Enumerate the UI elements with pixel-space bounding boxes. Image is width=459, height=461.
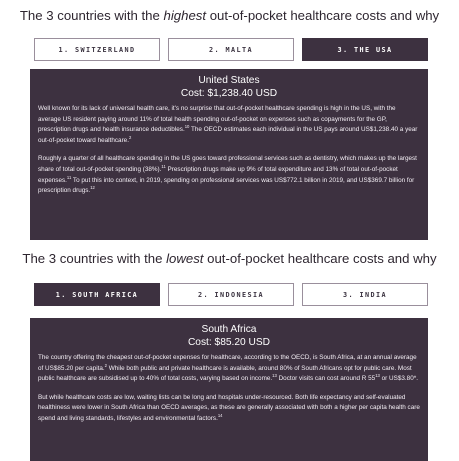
section-title-highest xyxy=(0,8,459,23)
title-suffix: out-of-pocket healthcare costs and why xyxy=(203,251,437,266)
panel-paragraph-1: Well known for its lack of universal health care, it's no surprise that out-of-pocket healthcare spending is high in the US, with the average US resident paying around 11% of total health spending out-of-pocket on expenses such as copayments for the GP, prescription drugs and health insurance deductibles.$^{10}$ The OECD estimates each individual in the US pays around US$1,238.40 a year out-of-pocket toward healthcare.$^2$ xyxy=(38,105,418,144)
section-title-lowest xyxy=(0,251,459,266)
tab-india[interactable]: 3. INDIA xyxy=(302,283,428,306)
footnote-ref[interactable]: 11 xyxy=(161,163,166,169)
footnote-ref[interactable]: 14 xyxy=(217,412,223,418)
tab-south-africa[interactable]: 1. SOUTH AFRICA xyxy=(34,283,160,306)
panel-country-name: United States xyxy=(198,75,260,86)
footnote-ref[interactable]: 11 xyxy=(66,174,72,180)
panel-paragraph-2: Roughly a quarter of all healthcare spending in the US goes toward professional services such as dentistry, which makes up the largest share of total out-of-pocket spending (38%).$^{11}$ Prescription drugs make up 9% of total expenditure and 13% of total out-of-pocket expenses.$^{11}$ To put this into context, in 2019, spending on professional services was US$772.1 billion in 2019, and US$369.7 billion for prescription drugs.$^{12}$ xyxy=(38,155,417,195)
footnote-ref[interactable]: 2 xyxy=(104,362,107,368)
tab-the-usa[interactable]: 3. THE USA xyxy=(302,38,428,61)
tabs-lowest xyxy=(34,283,428,306)
country-panel-usa xyxy=(30,69,428,240)
title-emphasis: highest xyxy=(163,8,207,23)
title-prefix: The 3 countries with the xyxy=(22,251,167,266)
tabs-highest xyxy=(34,38,428,61)
panel-paragraph-1: The country offering the cheapest out-of-pocket expenses for healthcare, according to the OECD, is South Africa, at an annual average of US$85.20 per capita.$^2$ While both public and private healthcare is available, around 80% of South Africans opt for public care. Most public healthcare are subsidised up to 40% of total costs, varying based on income.$^{13}$ Doctor visits can cost around R $55^{13}$ or US$3.80*. xyxy=(38,354,418,383)
title-suffix: out-of-pocket healthcare costs and why xyxy=(206,8,440,23)
panel-cost: Cost: $85.20 USD xyxy=(187,337,271,348)
country-panel-south-africa xyxy=(30,318,428,461)
title-emphasis: lowest xyxy=(166,251,204,266)
footnote-ref[interactable]: 12 xyxy=(90,185,95,191)
footnote-ref[interactable]: 13 xyxy=(375,373,380,379)
footnote-ref[interactable]: 13 xyxy=(272,373,277,379)
panel-cost: Cost: $1,238.40 USD xyxy=(180,88,278,99)
title-prefix: The 3 countries with the xyxy=(19,8,164,23)
tab-switzerland[interactable]: 1. SWITZERLAND xyxy=(34,38,160,61)
tab-malta[interactable]: 2. MALTA xyxy=(168,38,294,61)
panel-country-name: South Africa xyxy=(201,324,257,335)
footnote-ref[interactable]: 10 xyxy=(184,124,190,130)
panel-paragraph-2: But while healthcare costs are low, waiting lists can be long and hospitals under-resourced. Both life expectancy and self-evaluated healthiness were lower in South Africa than OECD averages, as these are generally associated with both a higher per capita health care spend and living standards, lifestyles and environmental factors.$^{14}$ xyxy=(38,393,420,422)
footnote-ref[interactable]: 2 xyxy=(128,134,132,140)
tab-indonesia[interactable]: 2. INDONESIA xyxy=(168,283,294,306)
